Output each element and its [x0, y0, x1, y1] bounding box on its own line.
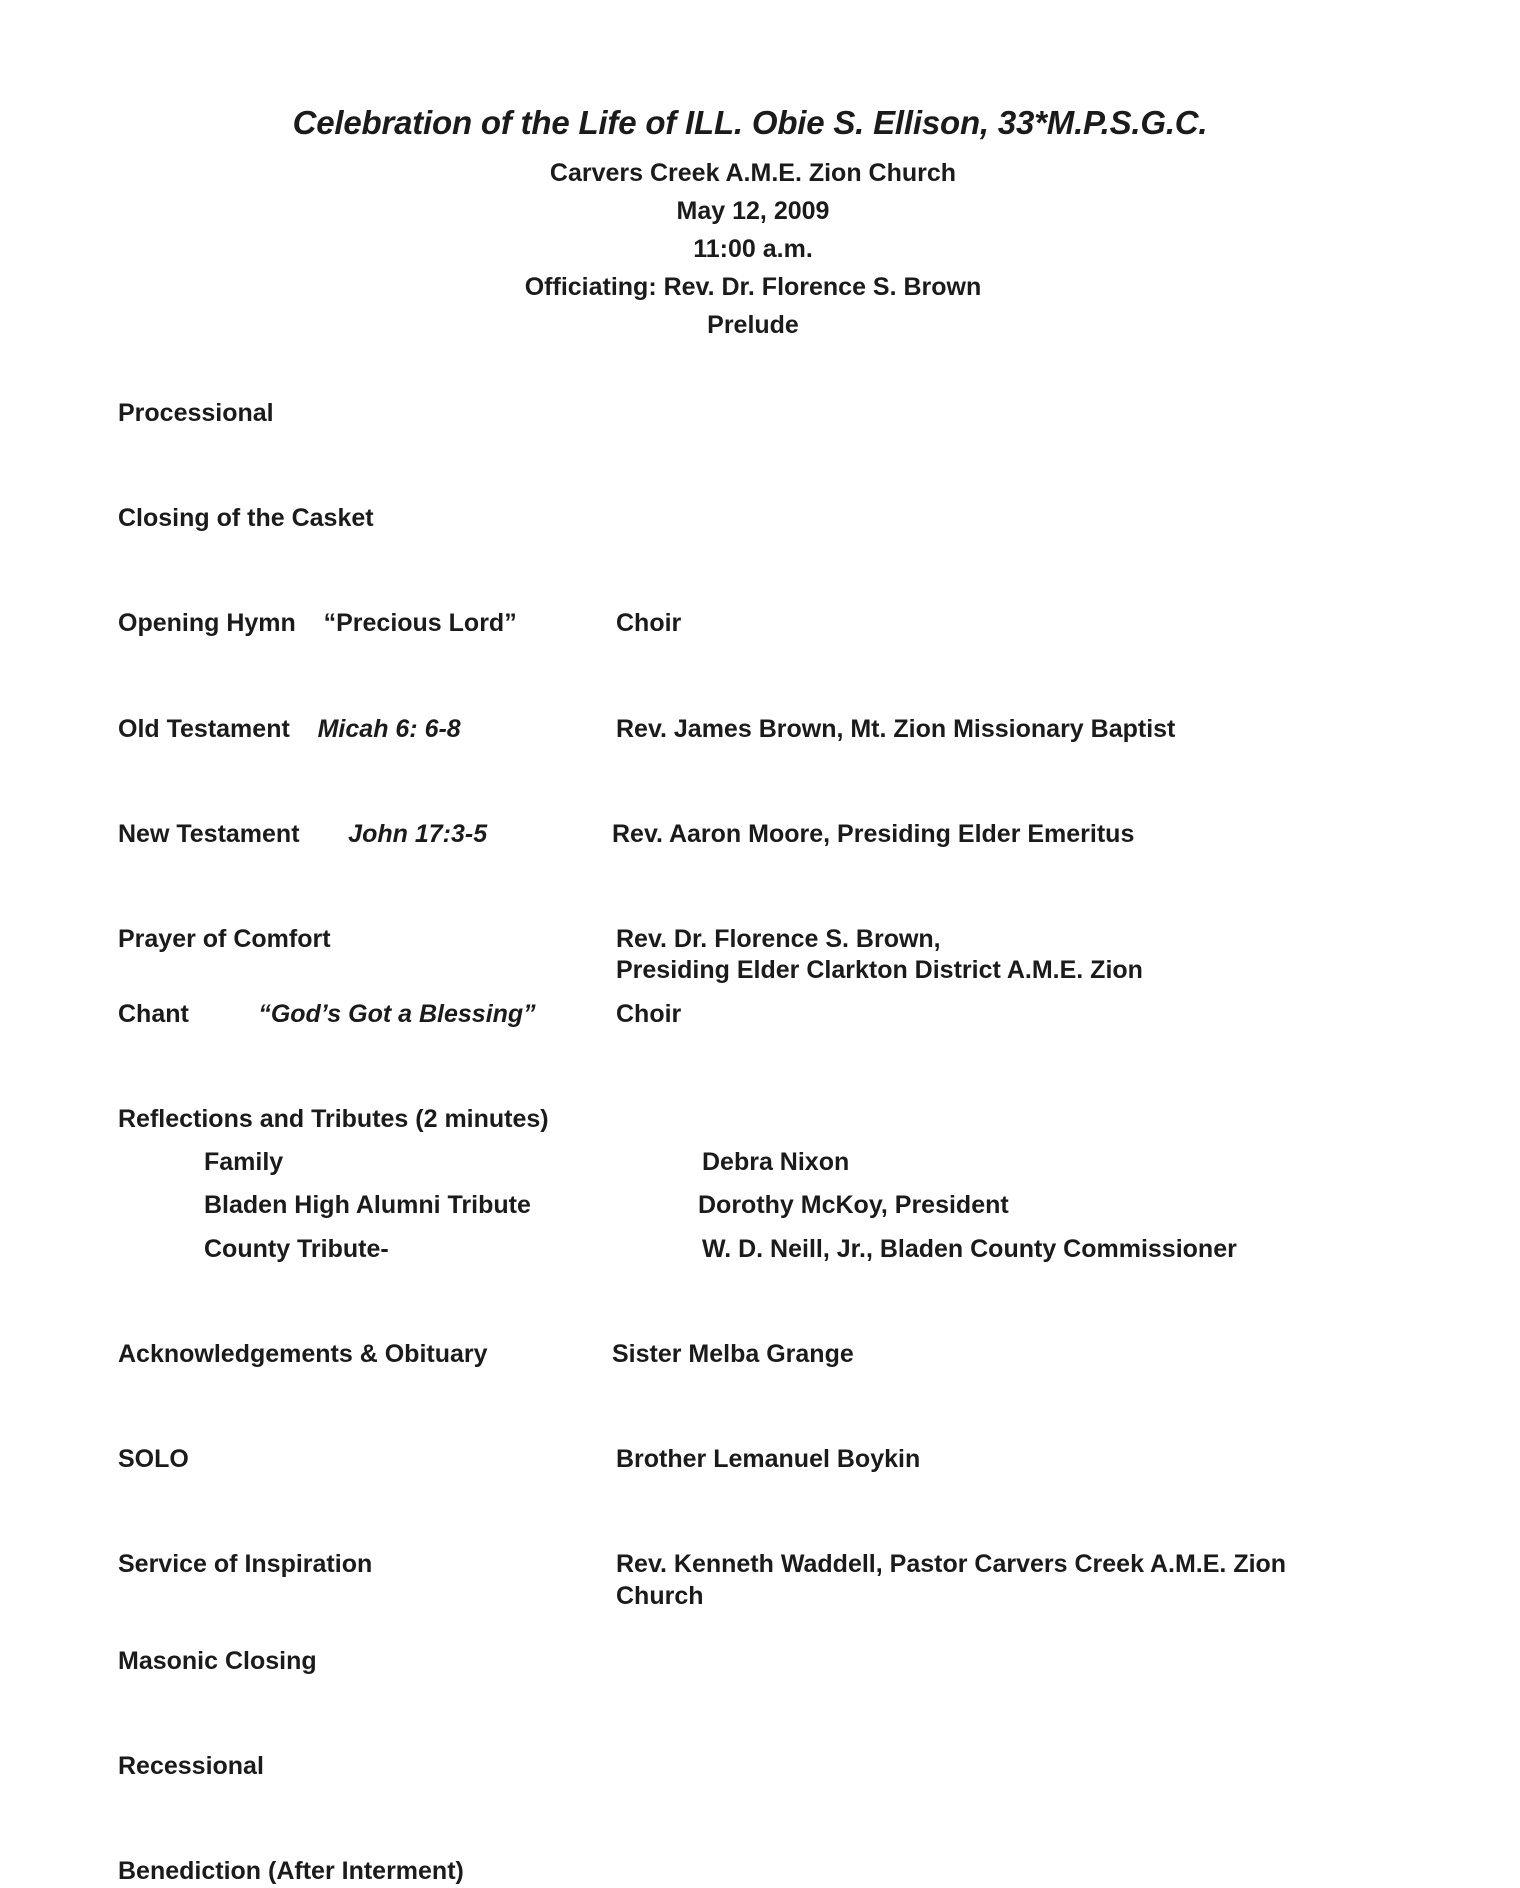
- prayer-of-comfort-leader: Rev. Dr. Florence S. Brown,: [616, 925, 941, 954]
- program-row-old-testament: [118, 714, 1520, 745]
- service-of-inspiration-person: Rev. Kenneth Waddell, Pastor Carvers Creek A.M.E. Zion: [616, 1550, 1287, 1579]
- program-row-chant: [118, 999, 1520, 1030]
- service-time: 11:00 a.m.: [693, 234, 813, 263]
- spacer: [118, 1677, 1520, 1751]
- tribute-person: Dorothy McKoy, President: [698, 1191, 1009, 1220]
- chant-label: Chant: [118, 999, 189, 1028]
- church-name: Carvers Creek A.M.E. Zion Church: [549, 158, 957, 187]
- program-row-acknowledgements: [118, 1339, 1520, 1370]
- tribute-label: County Tribute-: [204, 1234, 389, 1263]
- service-of-inspiration-label: Service of Inspiration: [118, 1550, 373, 1579]
- program-header: [0, 0, 1520, 344]
- benediction-label: Benediction (After Interment): [118, 1857, 464, 1886]
- program-row-tribute-alumni: [118, 1190, 1520, 1221]
- tribute-person: W. D. Neill, Jr., Bladen County Commissioner: [702, 1234, 1237, 1263]
- officiant-line: Officiating: Rev. Dr. Florence S. Brown: [524, 272, 982, 301]
- program-row-tribute-family: [118, 1147, 1520, 1178]
- program-row-new-testament: [118, 819, 1520, 850]
- spacer: [118, 534, 1520, 608]
- spacer: [118, 1030, 1520, 1104]
- program-row-tribute-county: [118, 1234, 1520, 1265]
- spacer: [118, 745, 1520, 819]
- service-of-inspiration-person-continued: Church: [616, 1581, 704, 1610]
- program-row-solo: [118, 1444, 1520, 1475]
- program-item-label: Processional: [118, 398, 274, 427]
- spacer: [118, 640, 1520, 714]
- program-row-prayer-of-comfort: [118, 924, 1520, 955]
- program-item-label: [118, 819, 608, 850]
- program-row-processional: [118, 398, 1520, 429]
- prayer-of-comfort-leader-continued: Presiding Elder Clarkton District A.M.E. Zion: [616, 956, 1143, 985]
- solo-label: SOLO: [118, 1445, 189, 1474]
- spacer: [118, 1222, 1520, 1234]
- opening-hymn-selection: “Precious Lord”: [323, 609, 517, 638]
- spacer: [118, 429, 1520, 503]
- opening-hymn-performer: Choir: [616, 609, 682, 638]
- program-row-closing-casket: [118, 503, 1520, 534]
- solo-person: Brother Lemanuel Boykin: [616, 1445, 921, 1474]
- spacer: [118, 1178, 1520, 1190]
- tribute-label: Bladen High Alumni Tribute: [204, 1191, 531, 1220]
- spacer: [118, 987, 1520, 999]
- program-row-recessional: [118, 1751, 1520, 1782]
- new-testament-scripture: John 17:3-5: [348, 819, 488, 848]
- prayer-of-comfort-label: Prayer of Comfort: [118, 925, 331, 954]
- program-item-label: [118, 608, 608, 639]
- program-item-label: [118, 714, 608, 745]
- reflections-heading-label: Reflections and Tributes (2 minutes): [118, 1104, 549, 1133]
- new-testament-label: New Testament: [118, 819, 300, 848]
- program-item-label: Closing of the Casket: [118, 504, 374, 533]
- chant-selection: “God’s Got a Blessing”: [258, 999, 536, 1028]
- program-row-masonic-closing: [118, 1646, 1520, 1677]
- old-testament-reader: Rev. James Brown, Mt. Zion Missionary Baptist: [616, 714, 1176, 743]
- spacer: [118, 1782, 1520, 1856]
- spacer: [118, 1612, 1520, 1646]
- page-title: Celebration of the Life of ILL. Obie S. Ellison, 33*M.P.S.G.C.: [292, 104, 1208, 141]
- masonic-closing-label: Masonic Closing: [118, 1646, 317, 1675]
- spacer: [118, 1370, 1520, 1444]
- spacer: [118, 1135, 1520, 1147]
- new-testament-reader: Rev. Aaron Moore, Presiding Elder Emeritus: [612, 819, 1135, 848]
- spacer: [118, 1475, 1520, 1549]
- program-item-label: [118, 999, 608, 1030]
- acknowledgements-person: Sister Melba Grange: [612, 1339, 854, 1368]
- program-row-opening-hymn: [118, 608, 1520, 639]
- service-date: May 12, 2009: [676, 196, 830, 225]
- program-order-list: [0, 398, 1520, 1888]
- spacer: [118, 850, 1520, 924]
- old-testament-scripture: Micah 6: 6-8: [317, 714, 461, 743]
- program-row-benediction: [118, 1856, 1520, 1887]
- opening-hymn-label: Opening Hymn: [118, 609, 296, 638]
- chant-performer: Choir: [616, 999, 682, 1028]
- program-row-service-of-inspiration: [118, 1549, 1520, 1580]
- tribute-person: Debra Nixon: [702, 1148, 850, 1177]
- recessional-label: Recessional: [118, 1752, 264, 1781]
- prelude-line: Prelude: [707, 310, 799, 339]
- old-testament-label: Old Testament: [118, 714, 290, 743]
- spacer: [118, 1265, 1520, 1339]
- tribute-label: Family: [204, 1148, 284, 1177]
- acknowledgements-label: Acknowledgements & Obituary: [118, 1339, 488, 1368]
- program-row-reflections-heading: [118, 1104, 1520, 1135]
